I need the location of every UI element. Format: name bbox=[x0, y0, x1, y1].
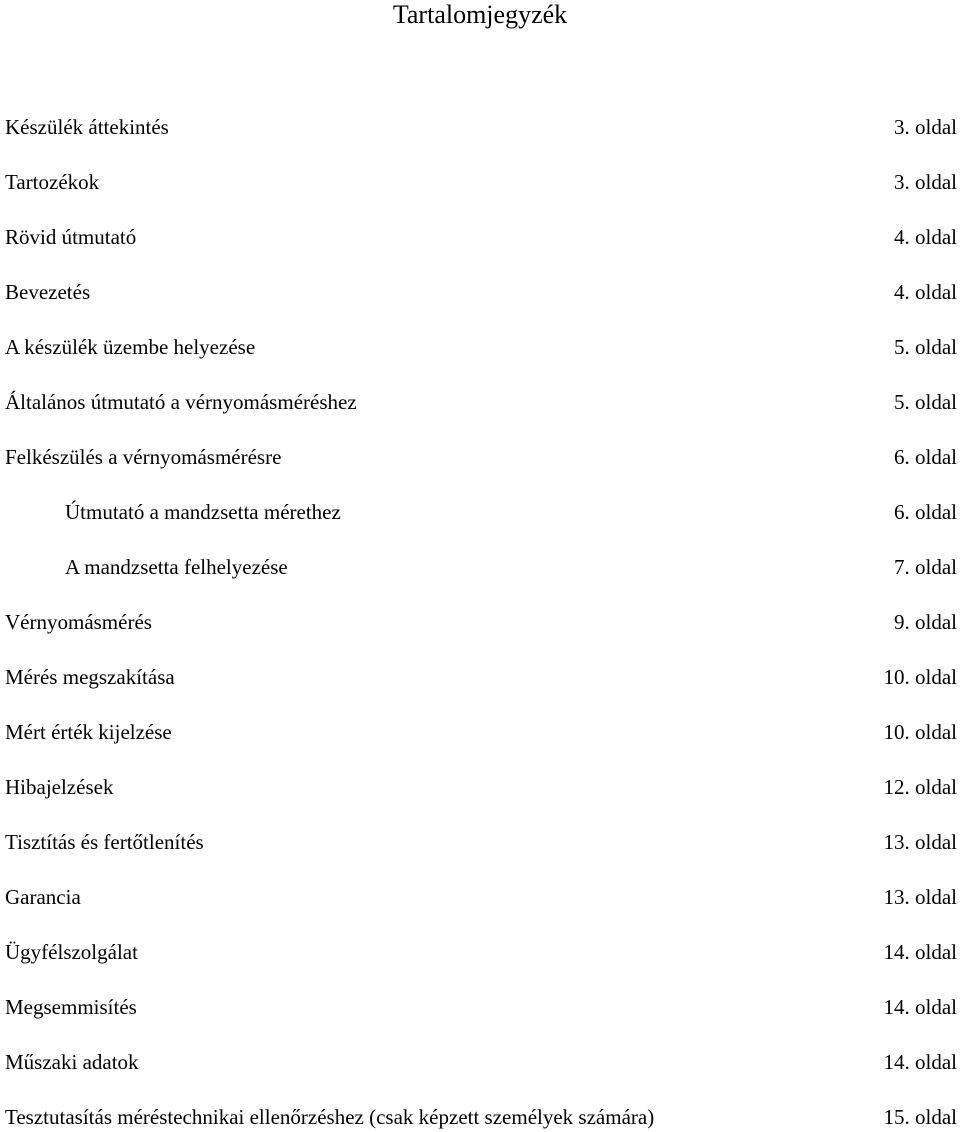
toc-entry-page: 10. oldal bbox=[883, 720, 957, 744]
toc-entry-label: Garancia bbox=[5, 885, 81, 909]
toc-entry-page: 6. oldal bbox=[894, 500, 957, 524]
toc-entry[interactable] bbox=[0, 883, 960, 911]
toc-entry-page: 14. oldal bbox=[883, 940, 957, 964]
toc-subentry[interactable] bbox=[0, 498, 960, 526]
toc-entry-label: Rövid útmutató bbox=[5, 225, 137, 249]
toc-entry-page: 7. oldal bbox=[894, 555, 957, 579]
toc-entry-page: 5. oldal bbox=[894, 335, 957, 359]
toc-entry-page: 14. oldal bbox=[883, 995, 957, 1019]
toc-entry-label: Tartozékok bbox=[5, 170, 100, 194]
toc-entry-label: Tisztítás és fertőtlenítés bbox=[5, 830, 204, 854]
toc-entry-label: Tesztutasítás méréstechnikai ellenőrzéshez (csak képzett személyek számára) bbox=[5, 1105, 655, 1129]
toc-entry-label: Készülék áttekintés bbox=[5, 115, 169, 139]
toc-entry-page: 9. oldal bbox=[894, 610, 957, 634]
toc-subentry[interactable] bbox=[0, 553, 960, 581]
toc-entry-page: 3. oldal bbox=[894, 170, 957, 194]
toc-entry[interactable] bbox=[0, 608, 960, 636]
toc-entry-page: 12. oldal bbox=[883, 775, 957, 799]
toc-entry[interactable] bbox=[0, 443, 960, 471]
toc-entry-page: 15. oldal bbox=[883, 1105, 957, 1129]
toc-entry-label: Mért érték kijelzése bbox=[5, 720, 172, 744]
toc-entry-label: Általános útmutató a vérnyomásméréshez bbox=[5, 390, 357, 414]
toc-entry-page: 5. oldal bbox=[894, 390, 957, 414]
toc-entry[interactable] bbox=[0, 1103, 960, 1131]
toc-entry-label: Megsemmisítés bbox=[5, 995, 137, 1019]
toc-entry-label: Ügyfélszolgálat bbox=[5, 940, 138, 964]
toc-entry-page: 4. oldal bbox=[894, 280, 957, 304]
toc-entry-label: Mérés megszakítása bbox=[5, 665, 175, 689]
toc-entry-page: 4. oldal bbox=[894, 225, 957, 249]
toc-entry[interactable] bbox=[0, 828, 960, 856]
toc-entry-label: A mandzsetta felhelyezése bbox=[65, 555, 288, 579]
toc-entry-label: Vérnyomásmérés bbox=[5, 610, 152, 634]
toc-entry[interactable] bbox=[0, 168, 960, 196]
toc-entry-label: Útmutató a mandzsetta mérethez bbox=[65, 500, 341, 524]
toc-entry[interactable] bbox=[0, 938, 960, 966]
toc-entry-page: 13. oldal bbox=[883, 830, 957, 854]
toc-entry-label: Hibajelzések bbox=[5, 775, 114, 799]
toc-entry-page: 3. oldal bbox=[894, 115, 957, 139]
toc-entry-page: 6. oldal bbox=[894, 445, 957, 469]
toc-entry[interactable] bbox=[0, 113, 960, 141]
toc-entry-label: Műszaki adatok bbox=[5, 1050, 139, 1074]
toc-entry[interactable] bbox=[0, 388, 960, 416]
toc-entry-label: Felkészülés a vérnyomásmérésre bbox=[5, 445, 282, 469]
toc-entry[interactable] bbox=[0, 1048, 960, 1076]
page-title: Tartalomjegyzék bbox=[392, 0, 568, 29]
toc-entry[interactable] bbox=[0, 333, 960, 361]
toc-entry-page: 10. oldal bbox=[883, 665, 957, 689]
toc-entry-page: 14. oldal bbox=[883, 1050, 957, 1074]
toc-entry[interactable] bbox=[0, 278, 960, 306]
toc-entry[interactable] bbox=[0, 223, 960, 251]
toc-entry[interactable] bbox=[0, 663, 960, 691]
toc-entry[interactable] bbox=[0, 718, 960, 746]
toc-entry-label: A készülék üzembe helyezése bbox=[5, 335, 256, 359]
toc-entry-page: 13. oldal bbox=[883, 885, 957, 909]
toc-entry[interactable] bbox=[0, 773, 960, 801]
toc-entry[interactable] bbox=[0, 993, 960, 1021]
toc-entry-label: Bevezetés bbox=[5, 280, 91, 304]
